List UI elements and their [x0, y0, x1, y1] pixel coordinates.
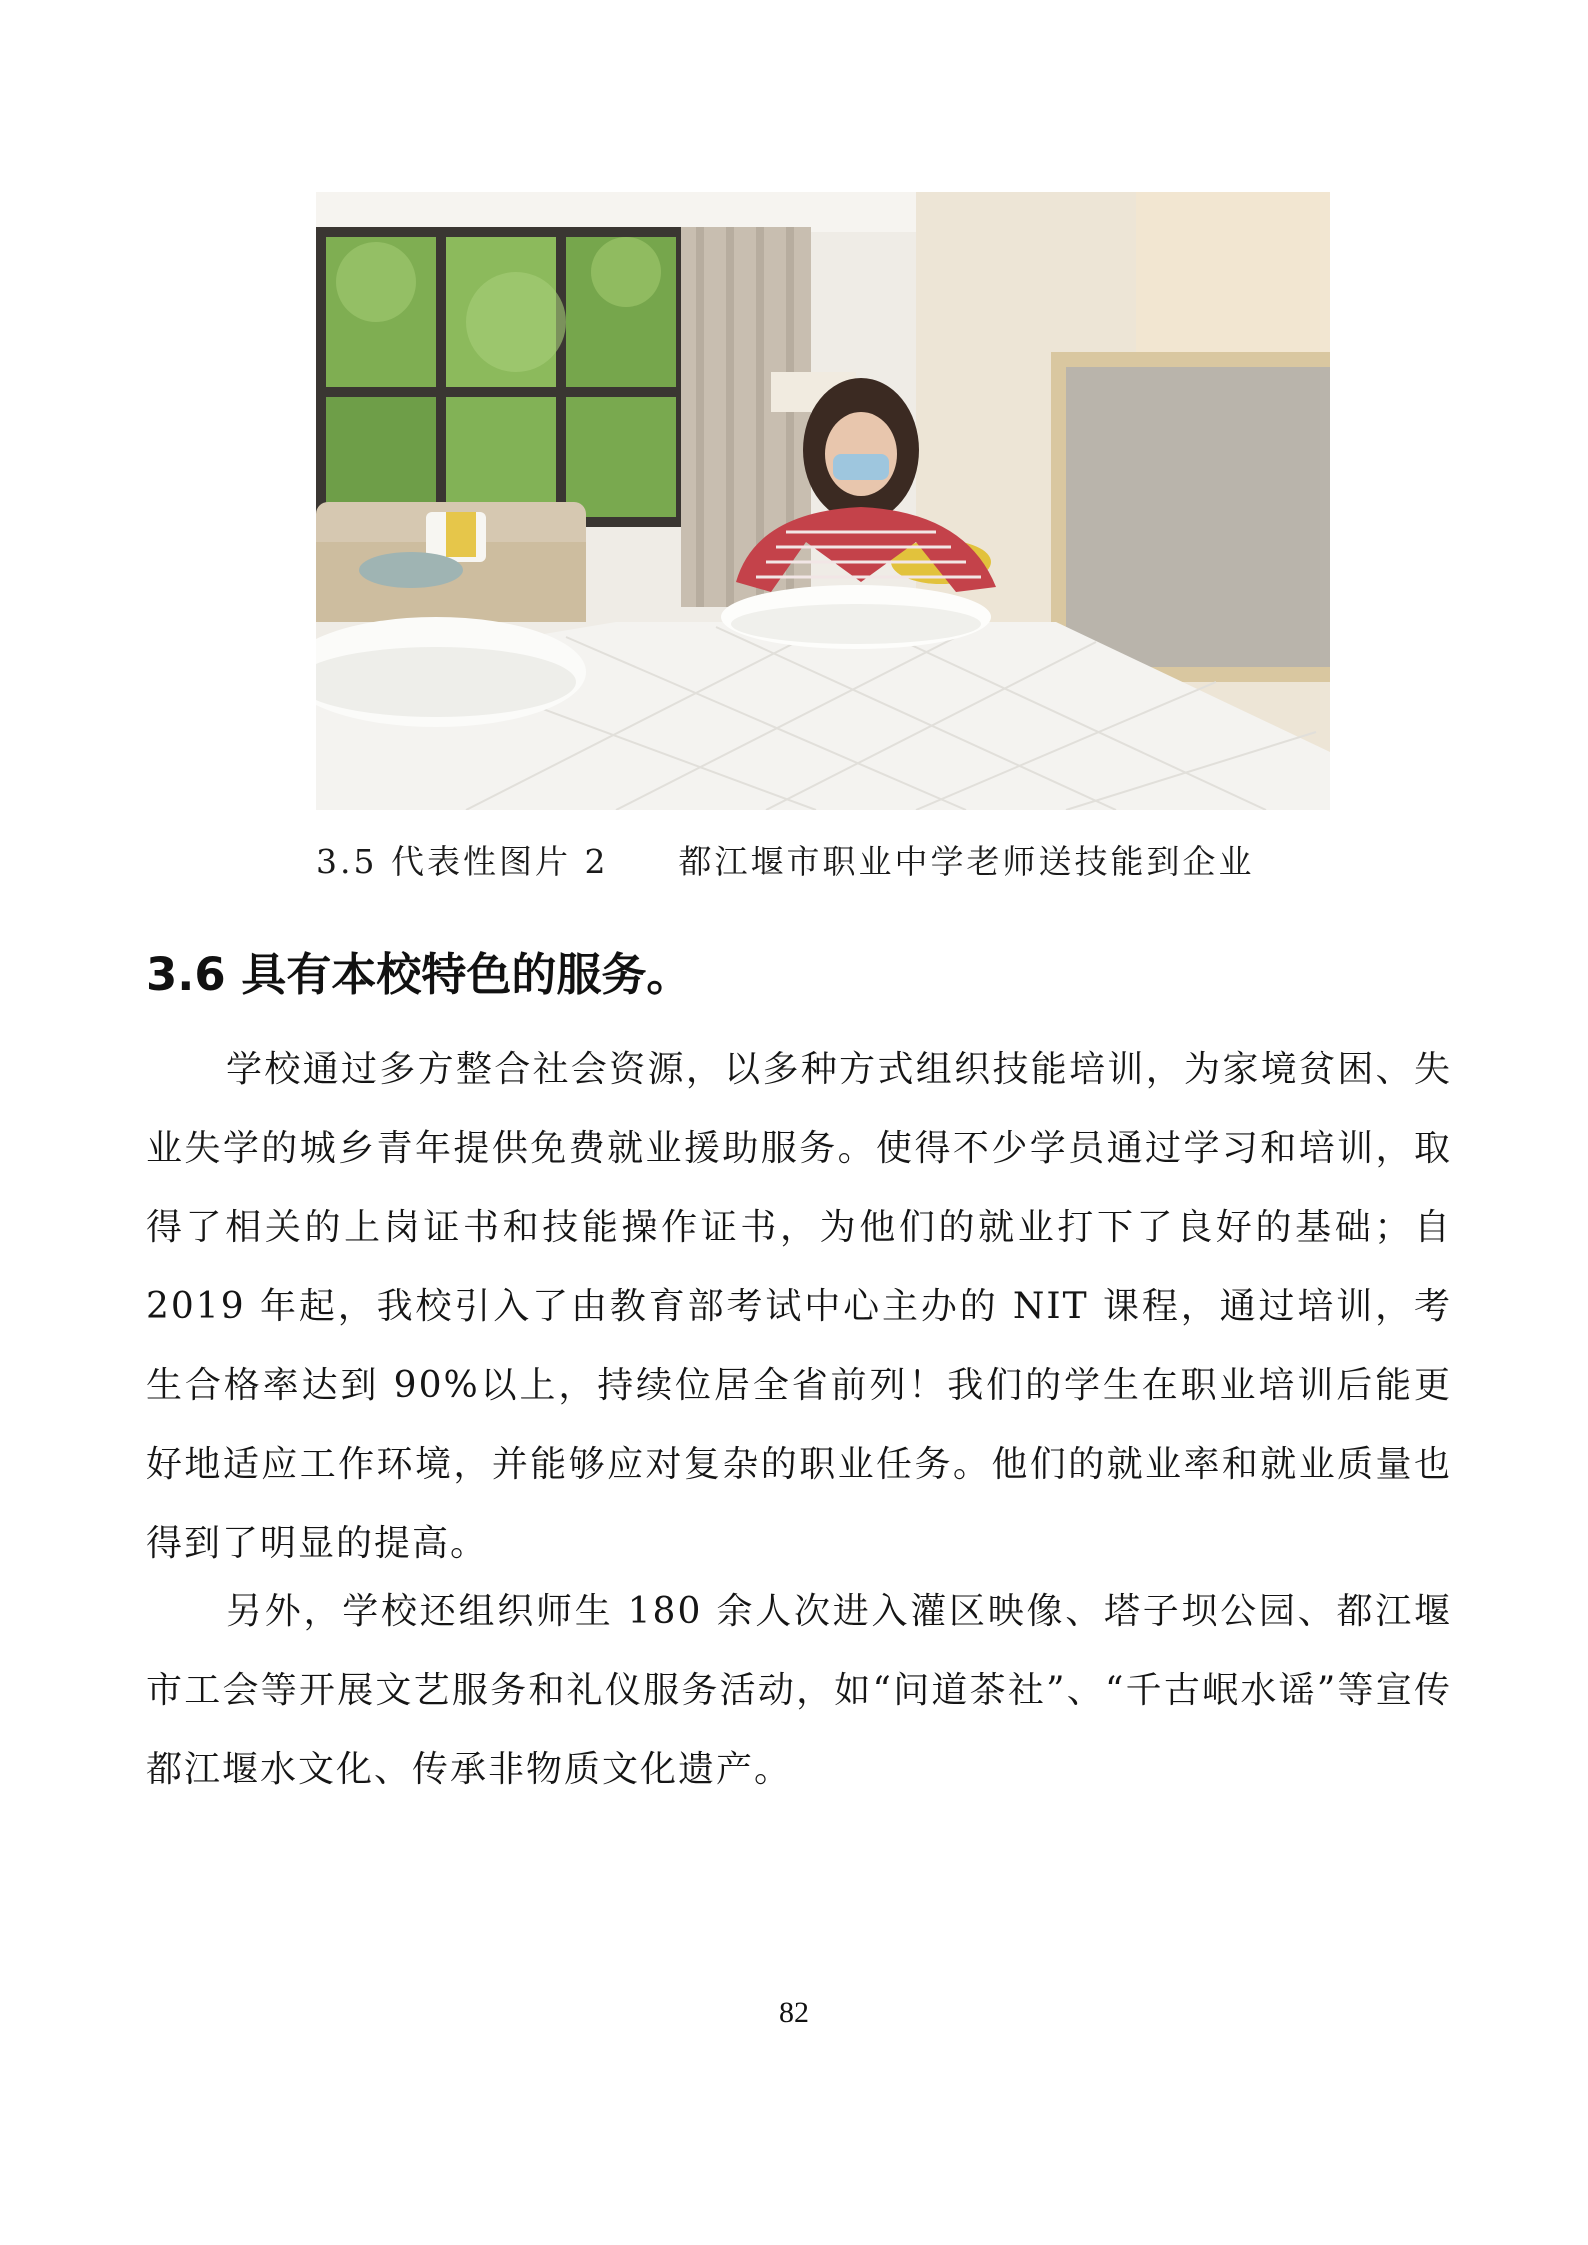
- figure-caption-text: 都江堰市职业中学老师送技能到企业: [678, 842, 1255, 881]
- figure-caption-number: 3.5 代表性图片 2: [316, 842, 609, 881]
- body-paragraph-1: 学校通过多方整合社会资源，以多种方式组织技能培训，为家境贫困、失业失学的城乡青年提供免费就业援助服务。使得不少学员通过学习和培训，取得了相关的上岗证书和技能操作证书，为他们的就业打下了良好的基础；自 2019 年起，我校引入了由教育部考试中心主办的 NIT 课程，通过培训，考生合格率达到 90%以上，持续位居全省前列！我们的学生在职业培训后能更好地适应工作环境，并能够应对复杂的职业任务。他们的就业率和就业质量也得到了明显的提高。: [146, 1049, 1452, 1564]
- body-paragraph-2: 另外，学校还组织师生 180 余人次进入灌区映像、塔子坝公园、都江堰市工会等开展文艺服务和礼仪服务活动，如“问道茶社”、“千古岷水谣”等宣传都江堰水文化、传承非物质文化遗产。: [146, 1591, 1452, 1790]
- section-heading: 3.6 具有本校特色的服务。: [146, 948, 692, 1001]
- page-number: 82: [779, 1996, 809, 2029]
- figure-caption: [316, 836, 1330, 883]
- figure-photo: [316, 192, 1330, 810]
